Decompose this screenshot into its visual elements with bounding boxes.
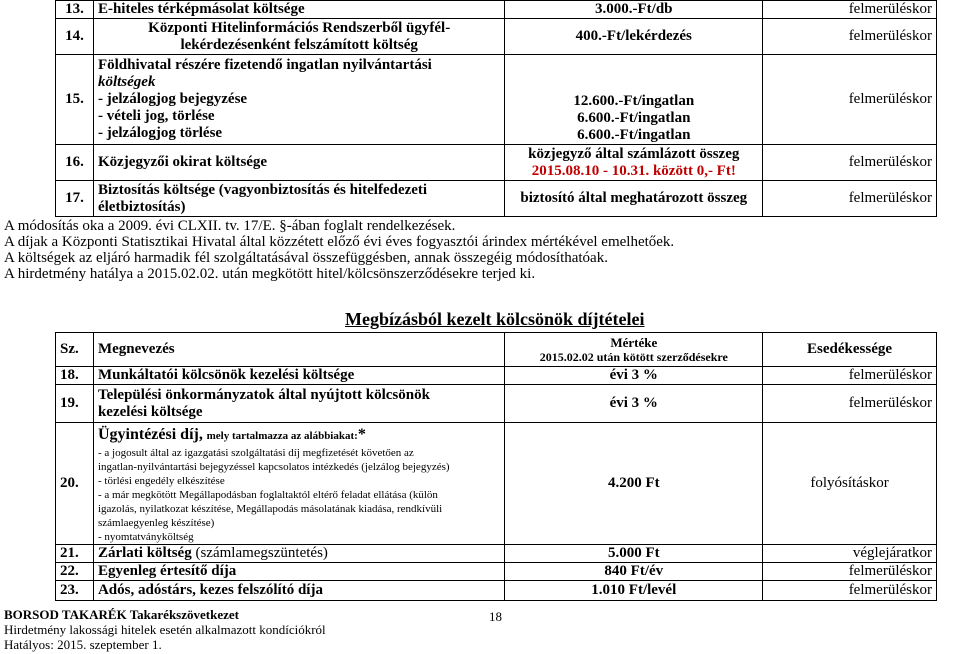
row-number: 23. xyxy=(56,581,94,601)
note-line: A módosítás oka a 2009. évi CLXII. tv. 17/E. §-ában foglalt rendelkezések. xyxy=(4,218,456,234)
footer-date: Hatályos: 2015. szeptember 1. xyxy=(4,637,162,652)
fee-table-managed-loans xyxy=(55,332,937,601)
fee-amount xyxy=(505,55,763,145)
fee-amount: 3.000.-Ft/db xyxy=(505,1,763,19)
fee-name: Közjegyzői okirat költsége xyxy=(93,145,504,181)
footer xyxy=(4,607,564,652)
fee-name xyxy=(93,19,504,55)
fee-amount-line: 12.600.-Ft/ingatlan xyxy=(573,93,695,109)
fee-name-line: Földhivatal részére fizetendő ingatlan nyilvántartási xyxy=(97,57,432,73)
header-name: Megnevezés xyxy=(93,333,504,367)
fee-amount: 5.000 Ft xyxy=(505,545,763,563)
fee-name-line: kezelési költsége xyxy=(97,403,203,420)
fee-name-line: - jelzálogjog törlése xyxy=(97,125,223,141)
fee-amount: 840 Ft/év xyxy=(505,563,763,581)
fee-name xyxy=(93,545,504,563)
row-number: 21. xyxy=(56,545,94,563)
fee-amount xyxy=(505,145,763,181)
row-number: 19. xyxy=(56,385,94,423)
fee-item: - törlési engedély elkészítése xyxy=(97,475,225,487)
fee-item: - nyomtatványköltség xyxy=(97,531,194,543)
header-amount-title: Mértéke xyxy=(610,334,658,350)
table-header-row xyxy=(56,333,937,367)
fee-due: felmerüléskor xyxy=(763,581,937,601)
fee-amount: 4.200 Ft xyxy=(505,423,763,545)
fee-name: Adós, adóstárs, kezes felszólító díja xyxy=(93,581,504,601)
fee-amount-line: 6.600.-Ft/ingatlan xyxy=(577,127,691,143)
fee-due: felmerüléskor xyxy=(763,55,937,145)
fee-name xyxy=(93,423,504,545)
fee-amount: évi 3 % xyxy=(505,385,763,423)
footer-org: BORSOD TAKARÉK Takarékszövetkezet xyxy=(4,607,239,622)
fee-name-bold: Zárlati költség xyxy=(97,545,192,561)
footer-doc: Hirdetmény lakossági hitelek esetén alkalmazott kondíciókról xyxy=(4,622,326,637)
fee-title: Ügyintézési díj, xyxy=(97,426,203,443)
note-line: A díjak a Központi Statisztikai Hivatal által közzétett előző évi éves fogyasztói árindex mértékével emelhetőek. xyxy=(4,234,675,250)
notes xyxy=(4,218,904,282)
fee-name-line: Központi Hitelinformációs Rendszerből ügyfél- xyxy=(148,19,451,36)
header-number: Sz. xyxy=(56,333,94,367)
row-number: 13. xyxy=(56,1,94,19)
fee-due: felmerüléskor xyxy=(763,563,937,581)
fee-item: - a jogosult által az igazgatási szolgáltatási díj megfizetését követően az xyxy=(97,447,414,459)
row-number: 17. xyxy=(56,181,94,217)
fee-due: felmerüléskor xyxy=(763,145,937,181)
fee-name xyxy=(93,181,504,217)
fee-due: felmerüléskor xyxy=(763,181,937,217)
fee-name-line: életbiztosítás) xyxy=(97,198,186,215)
fee-name: Egyenleg értesítő díja xyxy=(93,563,504,581)
header-amount-sub: 2015.02.02 után kötött szerződésekre xyxy=(539,349,728,364)
fee-due: felmerüléskor xyxy=(763,1,937,19)
row-number: 14. xyxy=(56,19,94,55)
fee-amount: biztosító által meghatározott összeg xyxy=(505,181,763,217)
fee-item: igazolás, nyilatkozat készítése, Megállapodás másolatának kiadása, rendkívüli xyxy=(97,503,443,515)
fee-item: - a már megkötött Megállapodásban foglaltaktól eltérő feladat ellátása (külön xyxy=(97,489,438,501)
fee-due: felmerüléskor xyxy=(763,385,937,423)
fee-amount-line: 6.600.-Ft/ingatlan xyxy=(577,110,691,126)
fee-name: Munkáltatói kölcsönök kezelési költsége xyxy=(93,367,504,385)
row-number: 16. xyxy=(56,145,94,181)
fee-due: felmerüléskor xyxy=(763,19,937,55)
header-due: Esedékessége xyxy=(763,333,937,367)
table-row xyxy=(56,385,937,423)
table-row xyxy=(56,19,937,55)
row-number: 18. xyxy=(56,367,94,385)
fee-name-line: költségek xyxy=(97,74,156,90)
fee-name-line: lekérdezésenként felszámított költség xyxy=(180,36,418,53)
fee-amount-line: 2015.08.10 - 10.31. között 0,- Ft! xyxy=(531,162,736,179)
fee-amount-line: közjegyző által számlázott összeg xyxy=(528,145,740,162)
fee-amount: évi 3 % xyxy=(505,367,763,385)
row-number: 15. xyxy=(56,55,94,145)
header-amount xyxy=(505,333,763,367)
fee-name-line: Települési önkormányzatok által nyújtott kölcsönök xyxy=(97,386,430,403)
table-row xyxy=(56,55,937,145)
fee-item: ingatlan-nyilvántartási bejegyzéssel kapcsolatos intézkedés (jelzálog bejegyzés) xyxy=(97,461,450,473)
fee-name: E-hiteles térképmásolat költsége xyxy=(93,1,504,19)
fee-name xyxy=(93,55,504,145)
fee-item: számlaegyenleg készítése) xyxy=(97,517,215,529)
note-line: A hirdetmény hatálya a 2015.02.02. után megkötött hitel/kölcsönszerződésekre terjed ki. xyxy=(4,266,536,282)
row-number: 20. xyxy=(56,423,94,545)
fee-amount: 1.010 Ft/levél xyxy=(505,581,763,601)
row-number: 22. xyxy=(56,563,94,581)
fee-due: folyósításkor xyxy=(763,423,937,545)
fee-table-top xyxy=(55,0,937,217)
table-row xyxy=(56,367,937,385)
asterisk: * xyxy=(357,426,366,443)
table-row xyxy=(56,1,937,19)
fee-amount: 400.-Ft/lekérdezés xyxy=(505,19,763,55)
fee-name-title-line xyxy=(98,425,500,446)
table-row xyxy=(56,563,937,581)
table-row xyxy=(56,581,937,601)
table-row xyxy=(56,181,937,217)
section-title: Megbízásból kezelt kölcsönök díjtételei xyxy=(345,309,645,329)
fee-name-line: - vételi jog, törlése xyxy=(97,108,215,124)
fee-name-normal: (számlamegszüntetés) xyxy=(191,545,328,561)
fee-due: felmerüléskor xyxy=(763,367,937,385)
page-number: 18 xyxy=(489,609,502,624)
fee-name xyxy=(93,385,504,423)
fee-name-line: - jelzálogjog bejegyzése xyxy=(97,91,248,107)
fee-due: véglejáratkor xyxy=(763,545,937,563)
note-line: A költségek az eljáró harmadik fél szolgáltatásával összefüggésben, annak összegéig módosíthatóak. xyxy=(4,250,608,266)
fee-name-line: Biztosítás költsége (vagyonbiztosítás és hitelfedezeti xyxy=(97,181,428,198)
table-row xyxy=(56,545,937,563)
fee-title-sub: mely tartalmazza az alábbiakat: xyxy=(206,430,358,442)
table-row xyxy=(56,145,937,181)
table-row xyxy=(56,423,937,545)
